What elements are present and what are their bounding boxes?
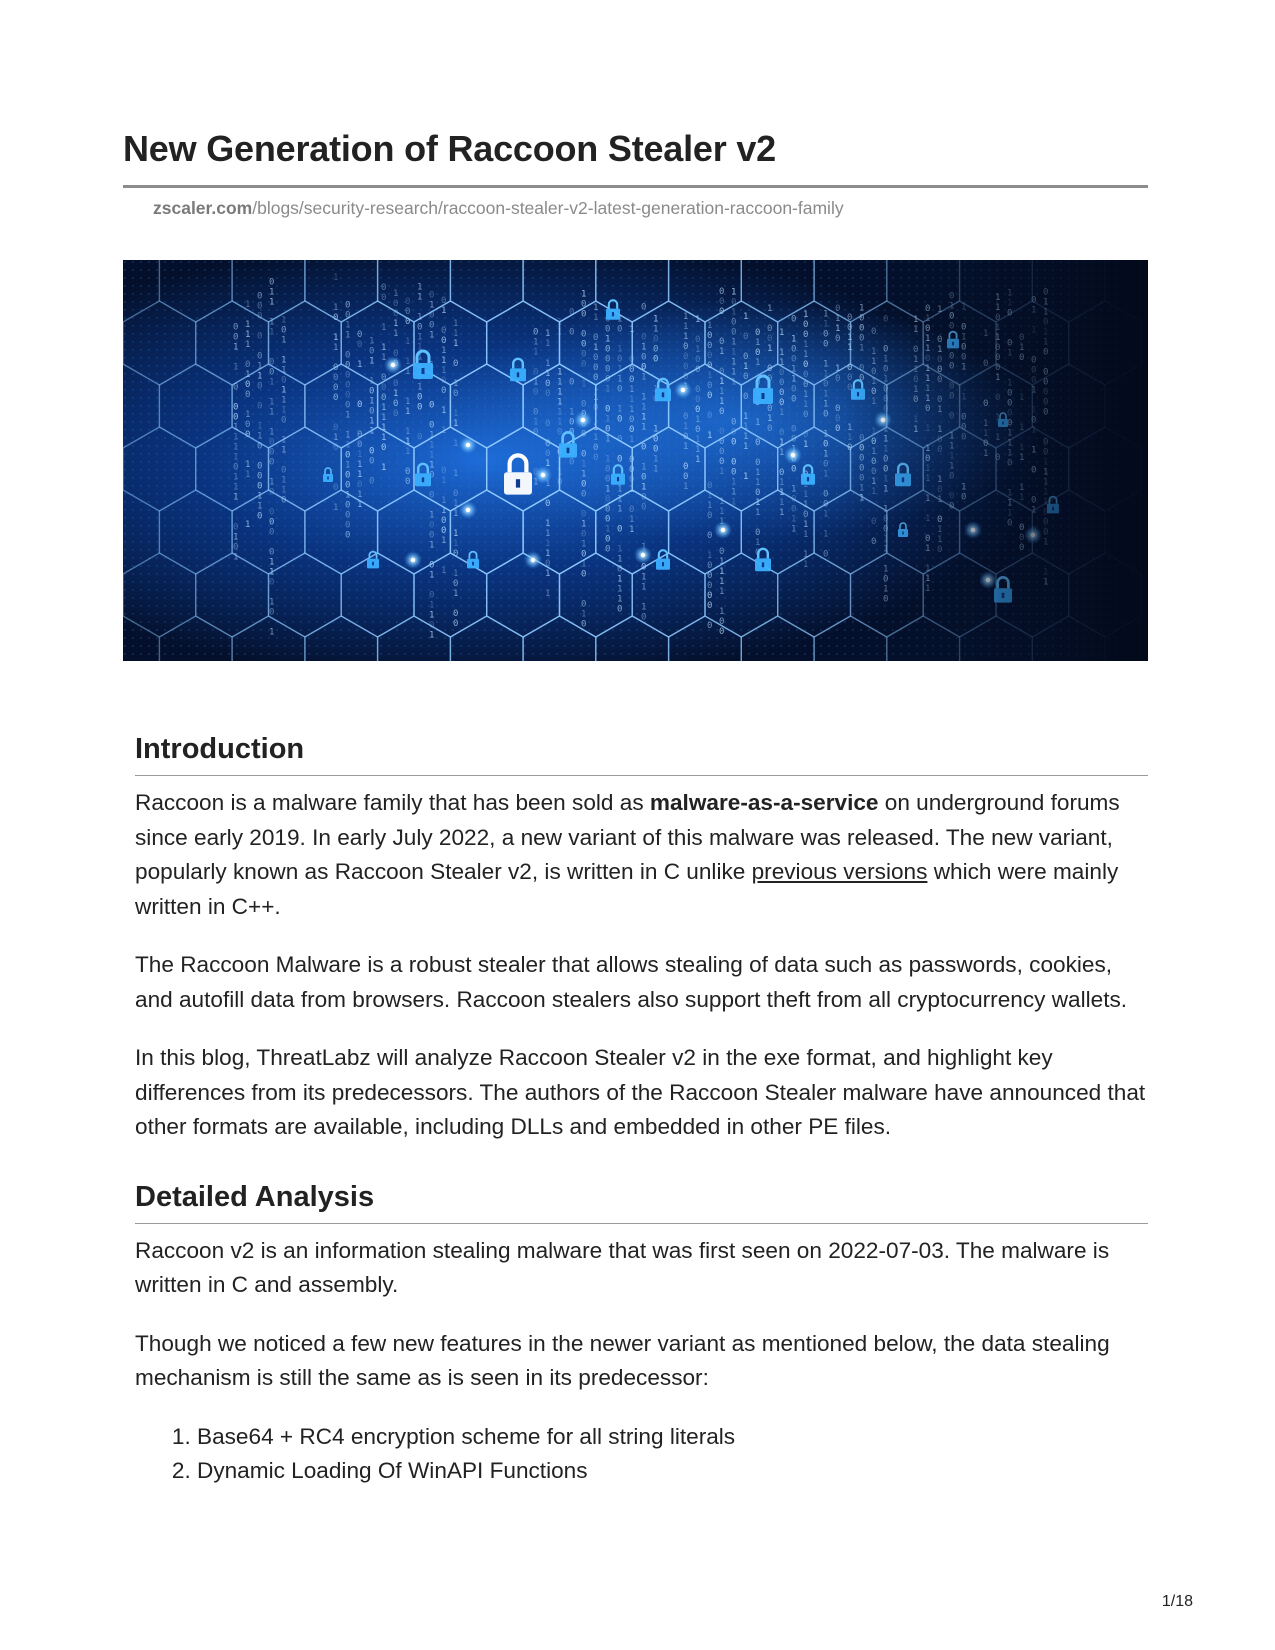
page-title: New Generation of Raccoon Stealer v2 xyxy=(123,128,776,169)
bold-term: malware-as-a-service xyxy=(649,790,879,815)
source-domain: zscaler.com xyxy=(153,198,253,218)
list-item: 1. Base64 + RC4 encryption scheme for all string literals xyxy=(197,1420,1148,1455)
feature-list xyxy=(135,1420,1148,1489)
intro-paragraph-2: The Raccoon Malware is a robust stealer that allows stealing of data such as passwords, cookies, and autofill data from browsers. Raccoon stealers also support theft from all cryptocurrency wallets. xyxy=(135,952,1128,1012)
intro-paragraph-1: Raccoon is a malware family that has been sold as malware-as-a-service on underground forums since early 2019. In early July 2022, a new variant of this malware was released. The new variant, popularly known as Raccoon Stealer v2, is written in C unlike previous versions which were mainly written in C++. xyxy=(135,790,1120,919)
title-divider xyxy=(123,185,1148,188)
hero-fade xyxy=(123,260,1148,661)
previous-versions-link[interactable]: previous versions xyxy=(751,859,928,884)
source-path: /blogs/security-research/raccoon-stealer-v2-latest-generation-raccoon-family xyxy=(252,198,844,218)
introduction-heading: Introduction xyxy=(135,733,1148,776)
intro-paragraph-3: In this blog, ThreatLabz will analyze Raccoon Stealer v2 in the exe format, and highlight key differences from its predecessors. The authors of the Raccoon Stealer malware have announced that other formats are available, including DLLs and embedded in other PE files. xyxy=(135,1045,1146,1139)
hero-image xyxy=(123,260,1148,661)
article-body xyxy=(135,733,1148,1489)
source-url[interactable] xyxy=(153,198,844,219)
page-number: 1/18 xyxy=(1161,1593,1193,1610)
list-item: 2. Dynamic Loading Of WinAPI Functions xyxy=(197,1454,1148,1489)
analysis-paragraph-2: Though we noticed a few new features in the newer variant as mentioned below, the data stealing mechanism is still the same as is seen in its predecessor: xyxy=(135,1330,1110,1390)
detailed-analysis-heading: Detailed Analysis xyxy=(135,1181,1148,1224)
analysis-paragraph-1: Raccoon v2 is an information stealing malware that was first seen on 2022-07-03. The malware is written in C and assembly. xyxy=(135,1237,1110,1297)
